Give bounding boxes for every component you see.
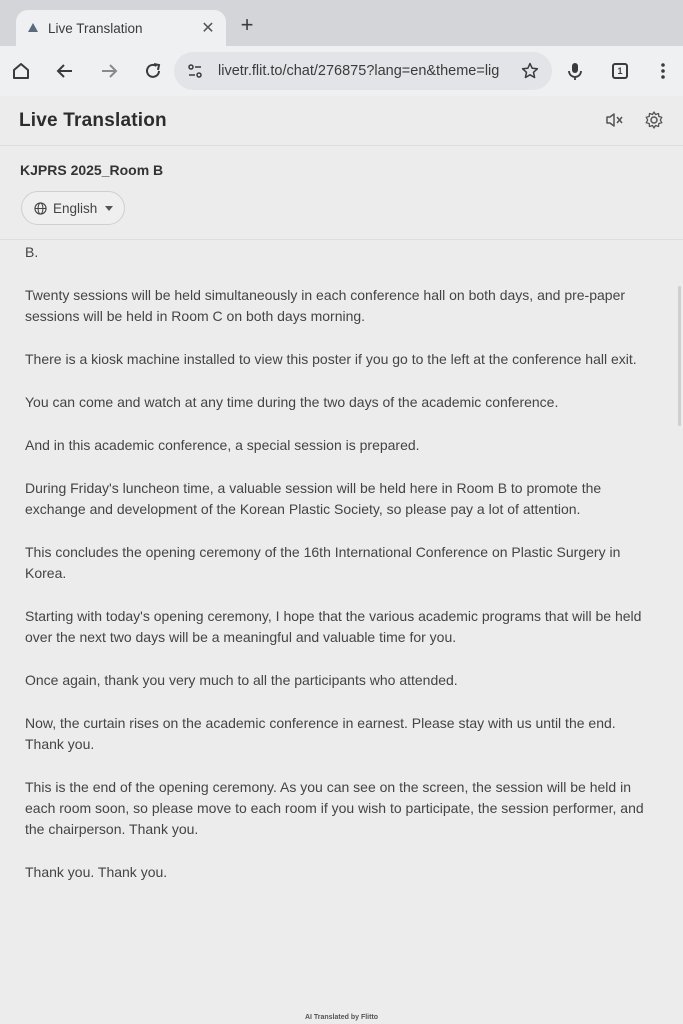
transcript-message: And in this academic conference, a special session is prepared. <box>25 437 420 453</box>
language-label: English <box>53 200 98 216</box>
new-tab-button[interactable]: + <box>240 12 254 37</box>
transcript-message: Now, the curtain rises on the academic conference in earnest. Please stay with us until the end. Thank you. <box>25 715 616 752</box>
transcript-message: This is the end of the opening ceremony. As you can see on the screen, the session will be held in each room soon, so please move to each room if you wish to participate, the session performer, and the chairperson. Thank you. <box>25 779 644 837</box>
forward-arrow-icon <box>99 61 119 81</box>
address-bar[interactable] <box>174 52 552 90</box>
mute-button[interactable] <box>603 109 625 131</box>
home-icon <box>11 61 31 81</box>
divider <box>0 239 683 240</box>
more-vert-icon <box>660 61 666 81</box>
tab-count: 1 <box>612 63 628 79</box>
footer-credit: AI Translated by Flitto <box>304 1014 379 1021</box>
reload-button[interactable] <box>141 59 165 83</box>
url-text[interactable]: livetr.flit.to/chat/276875?lang=en&theme=lig <box>218 63 500 79</box>
back-arrow-icon <box>55 61 75 81</box>
page-content <box>0 96 683 1024</box>
transcript-message: You can come and watch at any time during the two days of the academic conference. <box>25 394 559 410</box>
gear-icon <box>644 110 664 130</box>
language-selector[interactable] <box>21 191 125 225</box>
browser-toolbar <box>0 46 683 96</box>
app-header <box>0 96 683 146</box>
transcript-message: This concludes the opening ceremony of the 16th International Conference on Plastic Surgery in Korea. <box>25 544 621 581</box>
transcript-message: Thank you. Thank you. <box>25 864 168 880</box>
tab-strip <box>0 8 683 46</box>
tab-title: Live Translation <box>48 20 143 36</box>
room-name: KJPRS 2025_Room B <box>20 162 164 178</box>
bookmark-star-icon[interactable] <box>520 61 540 81</box>
home-button[interactable] <box>9 59 33 83</box>
speaker-mute-icon <box>604 110 624 130</box>
transcript-message: There is a kiosk machine installed to view this poster if you go to the left at the conference hall exit. <box>25 351 637 367</box>
status-bar <box>0 0 683 8</box>
transcript-list <box>25 242 655 905</box>
settings-button[interactable] <box>643 109 665 131</box>
forward-button[interactable] <box>97 59 121 83</box>
transcript-message: During Friday's luncheon time, a valuable session will be held here in Room B to promote the exchange and development of the Korean Plastic Society, so please pay a lot of attention. <box>25 480 602 517</box>
page-title: Live Translation <box>19 110 167 131</box>
reload-icon <box>143 61 163 81</box>
voice-search-button[interactable] <box>563 59 587 83</box>
back-button[interactable] <box>53 59 77 83</box>
site-info-icon[interactable] <box>186 62 204 80</box>
transcript-message: Twenty sessions will be held simultaneously in each conference hall on both days, and pre-paper sessions will be held in Room C on both days morning. <box>25 287 626 324</box>
transcript-message: Once again, thank you very much to all the participants who attended. <box>25 672 458 688</box>
site-favicon-icon <box>26 21 40 35</box>
transcript-message: B. <box>25 244 39 260</box>
scrollbar[interactable] <box>678 286 681 426</box>
tab-close-icon[interactable]: ✕ <box>201 20 215 37</box>
chevron-down-icon <box>105 206 113 211</box>
transcript-message: Starting with today's opening ceremony, I hope that the various academic programs that will be held over the next two days will be a meaningful and valuable time for you. <box>25 608 642 645</box>
browser-menu-button[interactable] <box>651 59 675 83</box>
tab-switcher-button[interactable] <box>608 59 632 83</box>
microphone-icon <box>565 61 585 81</box>
browser-tab[interactable] <box>16 10 226 46</box>
globe-icon <box>34 201 47 215</box>
